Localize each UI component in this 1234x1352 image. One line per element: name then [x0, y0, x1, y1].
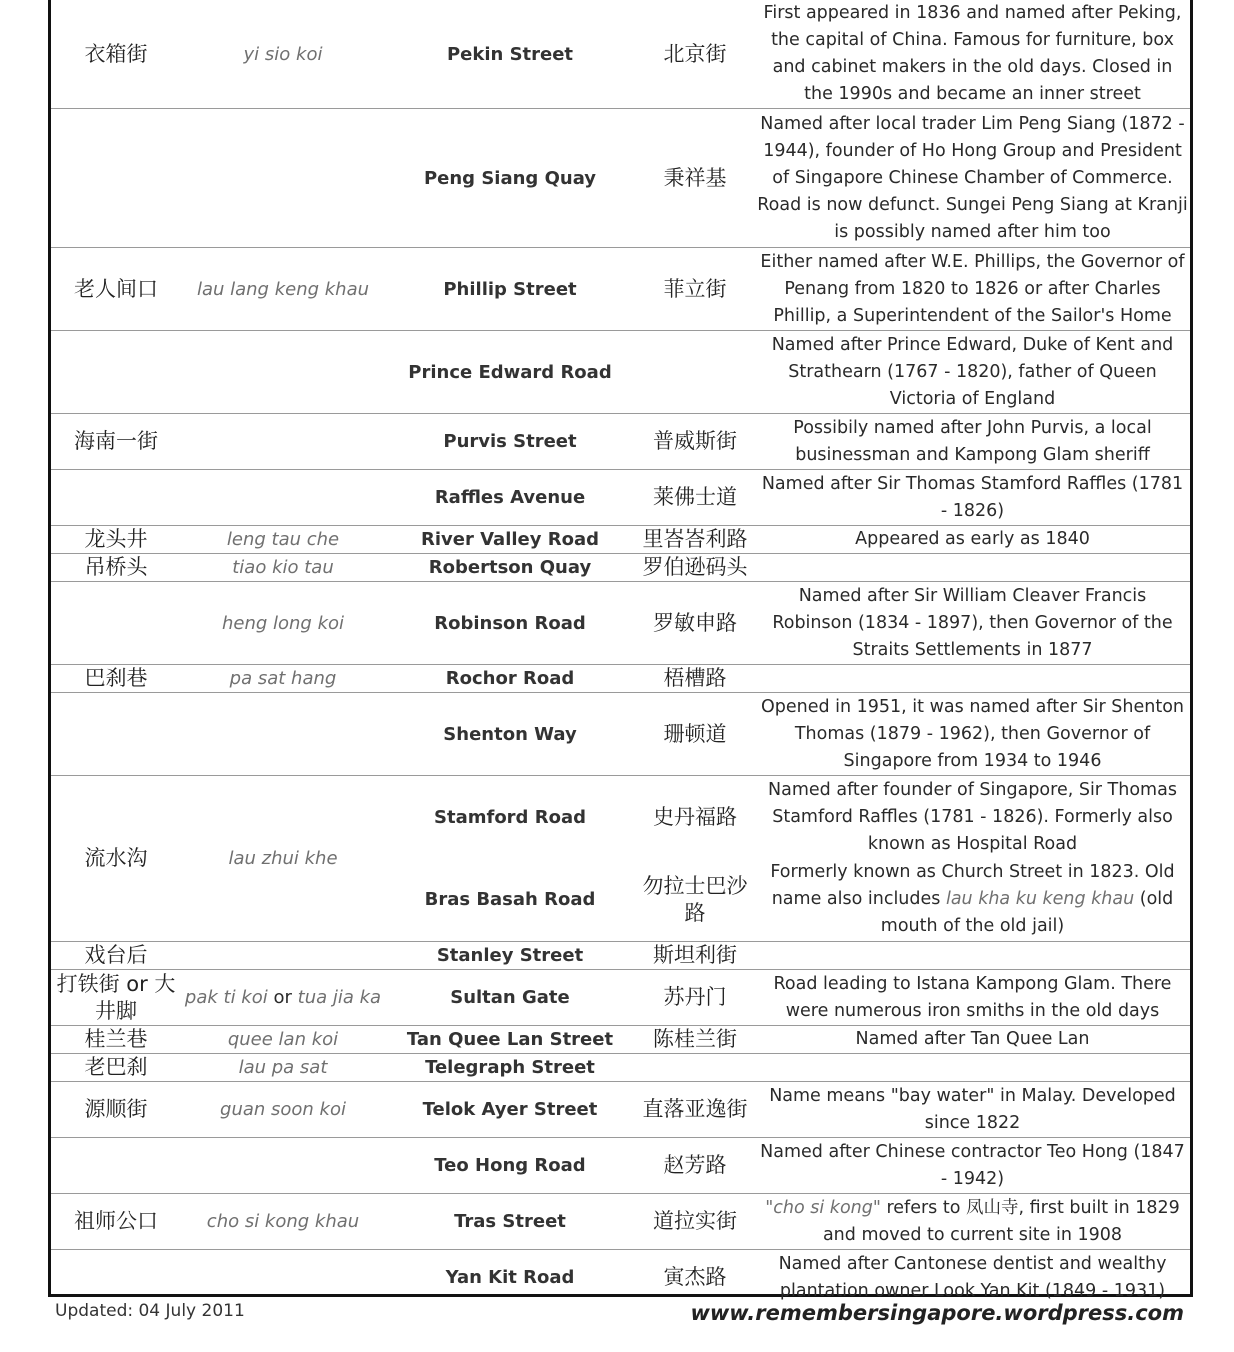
official-chinese-name: 珊顿道	[635, 693, 755, 776]
street-note: Named after Cantonese dentist and wealthy plantation owner Look Yan Kit (1849 - 1931)	[778, 1253, 1167, 1301]
chinese-name: 老巴刹	[51, 1054, 181, 1082]
street-note: Either named after W.E. Phillips, the Governor of Penang from 1820 to 1826 or after Charles Phillip, a Superintendent of the Sailor's Home	[755, 248, 1190, 331]
note-text: refers to 凤山寺, first built in 1829 and moved to current site in 1908	[822, 1197, 1180, 1245]
official-chinese-name: 罗伯逊码头	[635, 554, 755, 582]
street-note: Named after founder of Singapore, Sir Thomas Stamford Raffles (1781 - 1826). Formerly also known as Hospital Road	[768, 779, 1177, 854]
dialect-name: cho si kong khau	[181, 1194, 385, 1250]
dialect-name	[181, 470, 385, 526]
street-note	[755, 665, 1190, 693]
chinese-name	[51, 109, 181, 248]
table-row	[51, 1026, 1190, 1054]
official-chinese-name: 道拉实街	[635, 1194, 755, 1250]
table-row	[51, 109, 1190, 248]
street-name: Robertson Quay	[385, 554, 635, 582]
official-chinese-name: 斯坦利街	[635, 942, 755, 970]
official-chinese-name: 勿拉士巴沙路	[635, 859, 755, 942]
official-chinese-name: 直落亚逸街	[635, 1082, 755, 1138]
street-note	[755, 942, 1190, 970]
street-note	[755, 1054, 1190, 1082]
dialect-name: quee lan koi	[181, 1026, 385, 1054]
chinese-name	[51, 693, 181, 776]
dialect-name-b: tua jia ka	[297, 987, 382, 1008]
street-note: Named after Sir William Cleaver Francis Robinson (1834 - 1897), then Governor of the Straits Settlements in 1877	[755, 582, 1190, 665]
note-old-name: lau kha ku keng khau	[945, 889, 1135, 910]
street-name: Robinson Road	[385, 582, 635, 665]
street-name: Rochor Road	[385, 665, 635, 693]
street-name: Teo Hong Road	[385, 1138, 635, 1194]
street-note: Named after Chinese contractor Teo Hong (1847 - 1942)	[755, 1138, 1190, 1194]
official-chinese-name: 普威斯街	[635, 414, 755, 470]
street-name: Bras Basah Road	[385, 859, 635, 942]
chinese-name	[51, 470, 181, 526]
official-chinese-name: 菲立街	[635, 248, 755, 331]
chinese-name	[51, 1138, 181, 1194]
dialect-name: guan soon koi	[181, 1082, 385, 1138]
street-names-table	[48, 0, 1193, 1301]
chinese-name: 龙头井	[51, 526, 181, 554]
street-note: Appeared as early as 1840	[755, 526, 1190, 554]
table-row	[51, 942, 1190, 970]
street-name: Stanley Street	[385, 942, 635, 970]
street-note: Named after local trader Lim Peng Siang (1872 - 1944), founder of Ho Hong Group and President of Singapore Chinese Chamber of Commerce. Road is now defunct. Sungei Peng Siang at Kranji is possibly named after him too	[755, 109, 1190, 248]
table-row	[51, 582, 1190, 665]
official-chinese-name	[635, 1054, 755, 1082]
table-row	[51, 665, 1190, 693]
table-row	[51, 1082, 1190, 1138]
street-note: Road leading to Istana Kampong Glam. There were numerous iron smiths in the old days	[755, 970, 1190, 1026]
chinese-name: 桂兰巷	[51, 1026, 181, 1054]
dialect-name	[181, 942, 385, 970]
chinese-name: 巴刹巷	[51, 665, 181, 693]
street-name: Stamford Road	[434, 806, 586, 828]
chinese-name: 打铁街 or 大井脚	[51, 970, 181, 1026]
dialect-name: lau pa sat	[181, 1054, 385, 1082]
table-row	[51, 331, 1190, 414]
chinese-name: 源顺街	[51, 1082, 181, 1138]
street-name: Yan Kit Road	[445, 1267, 575, 1289]
chinese-name: 戏台后	[51, 942, 181, 970]
dialect-name: lau zhui khe	[181, 776, 385, 942]
street-note: First appeared in 1836 and named after Peking, the capital of China. Famous for furniture, box and cabinet makers in the old days. Closed in the 1990s and became an inner street	[755, 0, 1190, 109]
chinese-name: 吊桥头	[51, 554, 181, 582]
street-name: Telegraph Street	[385, 1054, 635, 1082]
official-chinese-name: 寅杰路	[663, 1265, 727, 1290]
chinese-name: 老人间口	[51, 248, 181, 331]
street-note: Named after Tan Quee Lan	[755, 1026, 1190, 1054]
dialect-name	[181, 109, 385, 248]
official-chinese-name: 梧槽路	[635, 665, 755, 693]
table-row	[51, 776, 1190, 859]
street-name: Raffles Avenue	[385, 470, 635, 526]
official-chinese-name	[635, 331, 755, 414]
note-quoted-name: "cho si kong"	[765, 1197, 881, 1218]
dialect-name	[181, 1250, 385, 1306]
dialect-or: or	[273, 987, 292, 1008]
table-row	[51, 970, 1190, 1026]
street-name: Shenton Way	[385, 693, 635, 776]
note-text: (old mouth of the old jail)	[880, 889, 1174, 937]
table-row	[51, 1250, 1190, 1306]
table-row	[51, 1194, 1190, 1250]
dialect-name: yi sio koi	[181, 0, 385, 109]
dialect-name	[181, 693, 385, 776]
street-name: Sultan Gate	[385, 970, 635, 1026]
dialect-name: leng tau che	[181, 526, 385, 554]
table-row	[51, 693, 1190, 776]
official-chinese-name: 里峇峇利路	[635, 526, 755, 554]
chinese-name	[51, 1250, 181, 1306]
street-note: Possibily named after John Purvis, a local businessman and Kampong Glam sheriff	[755, 414, 1190, 470]
street-note: Opened in 1951, it was named after Sir Shenton Thomas (1879 - 1962), then Governor of Singapore from 1934 to 1946	[755, 693, 1190, 776]
street-name: Prince Edward Road	[385, 331, 635, 414]
table-row	[51, 1138, 1190, 1194]
table-row	[51, 0, 1190, 109]
dialect-name	[181, 970, 385, 1026]
official-chinese-name: 秉祥基	[635, 109, 755, 248]
dialect-name: pa sat hang	[181, 665, 385, 693]
dialect-name	[181, 414, 385, 470]
updated-date: Updated: 04 July 2011	[55, 1301, 245, 1321]
official-chinese-name: 陈桂兰街	[635, 1026, 755, 1054]
note-text: Formerly known as Church Street in 1823. Old name also includes	[770, 862, 1175, 910]
official-chinese-name: 罗敏申路	[635, 582, 755, 665]
chinese-name	[51, 582, 181, 665]
street-note: Name means "bay water" in Malay. Developed since 1822	[755, 1082, 1190, 1138]
street-note	[755, 554, 1190, 582]
street-name: Tras Street	[385, 1194, 635, 1250]
official-chinese-name: 北京街	[635, 0, 755, 109]
street-name: Telok Ayer Street	[385, 1082, 635, 1138]
street-note	[755, 1194, 1190, 1250]
official-chinese-name: 史丹福路	[653, 804, 737, 829]
table-row	[51, 1054, 1190, 1082]
table-row	[51, 470, 1190, 526]
official-chinese-name: 苏丹门	[635, 970, 755, 1026]
street-note	[755, 859, 1190, 942]
dialect-name	[181, 331, 385, 414]
chinese-name: 流水沟	[51, 776, 181, 942]
dialect-name	[181, 1138, 385, 1194]
dialect-name: lau lang keng khau	[181, 248, 385, 331]
chinese-name	[51, 331, 181, 414]
dialect-name: tiao kio tau	[181, 554, 385, 582]
chinese-name: 海南一街	[51, 414, 181, 470]
dialect-name: heng long koi	[181, 582, 385, 665]
street-name: Tan Quee Lan Street	[385, 1026, 635, 1054]
official-chinese-name: 莱佛士道	[635, 470, 755, 526]
official-chinese-name: 赵芳路	[635, 1138, 755, 1194]
street-name: River Valley Road	[385, 526, 635, 554]
street-name: Peng Siang Quay	[385, 109, 635, 248]
table-row	[51, 526, 1190, 554]
street-name: Pekin Street	[385, 0, 635, 109]
chinese-name: 祖师公口	[51, 1194, 181, 1250]
chinese-name: 衣箱街	[51, 0, 181, 109]
street-name: Purvis Street	[385, 414, 635, 470]
table-row	[51, 248, 1190, 331]
table-row	[51, 414, 1190, 470]
dialect-name-a: pak ti koi	[184, 987, 268, 1008]
source-website[interactable]: www.remembersingapore.wordpress.com	[690, 1301, 1184, 1325]
street-note: Named after Prince Edward, Duke of Kent and Strathearn (1767 - 1820), father of Queen Victoria of England	[755, 331, 1190, 414]
street-name: Phillip Street	[385, 248, 635, 331]
street-note: Named after Sir Thomas Stamford Raffles (1781 - 1826)	[755, 470, 1190, 526]
table-row	[51, 554, 1190, 582]
